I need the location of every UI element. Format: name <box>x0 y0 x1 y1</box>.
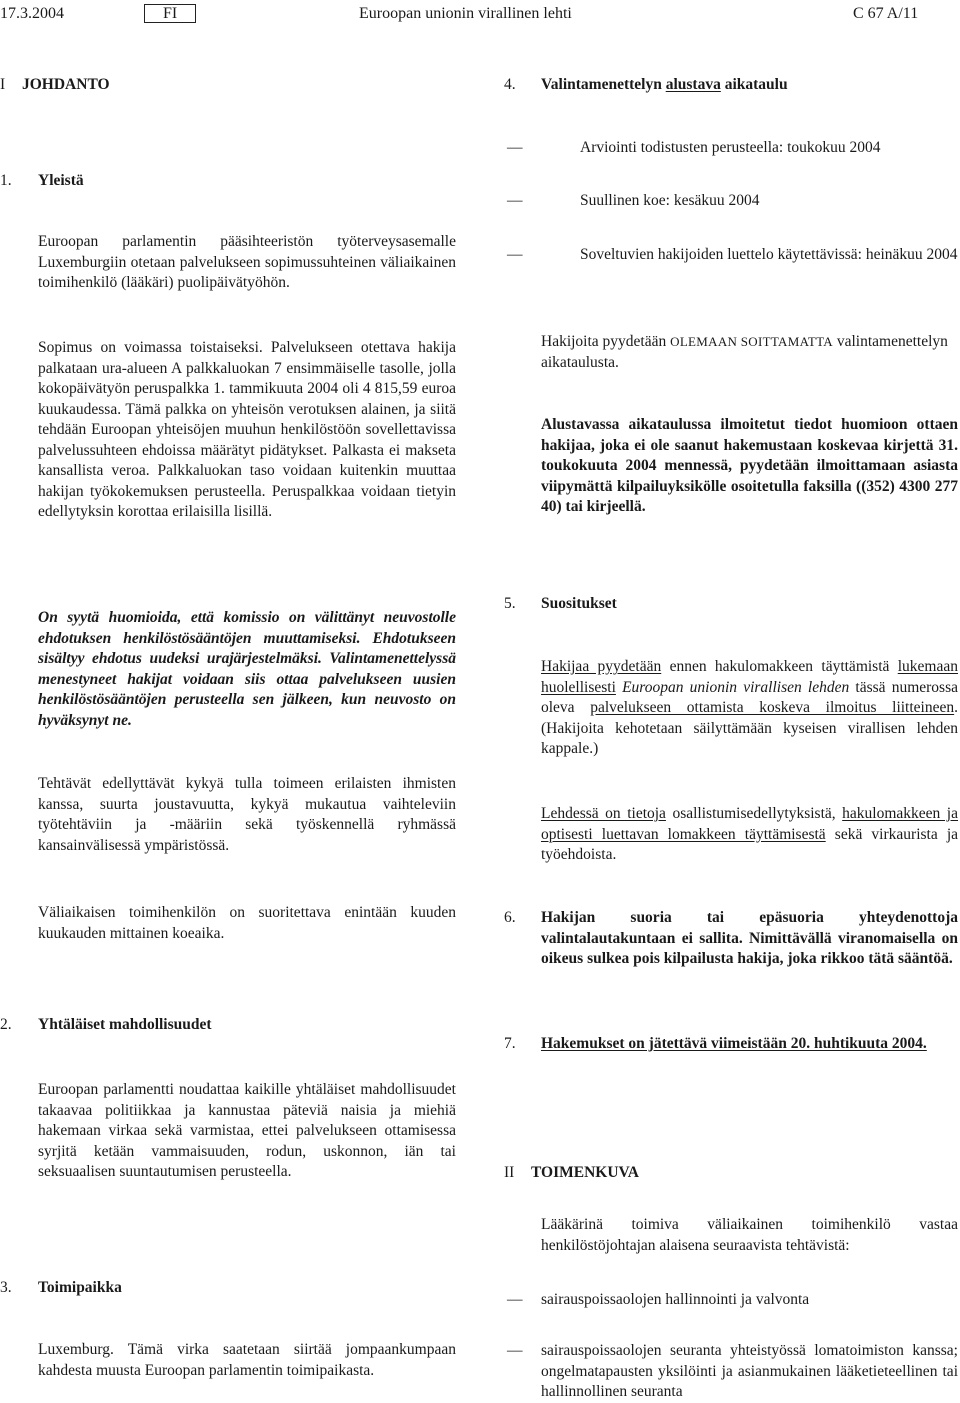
paragraph-probation: Väliaikaisen toimihenkilön on suoritettava enintään kuuden kuukauden mittainen koeaika. <box>38 904 456 942</box>
section-I-title: JOHDANTO <box>22 76 110 93</box>
paragraph-do-not-call <box>541 332 958 373</box>
section-6-number: 6. <box>504 909 516 926</box>
paragraph-general: Euroopan parlamentin pääsihteeristön työterveysasemalle Luxemburgiin otetaan palvelukseen sopimussuhteinen väliaikainen toimihenkilö (lääkäri) puolipäivätyöhön. <box>38 233 456 291</box>
text-part: Hakijoita pyydetään <box>541 333 671 350</box>
section-3-title: Toimipaikka <box>38 1279 122 1296</box>
section-4-title-underlined: alustava <box>665 76 721 93</box>
text-part: . (Hakijoita kehotetaan säilyttämään kyseisen virallisen lehden kappale.) <box>541 699 958 757</box>
section-7-number: 7. <box>504 1035 516 1052</box>
section-3-number: 3. <box>0 1279 12 1296</box>
underlined-text: hakulomakkeen ja optisesti luettavan lomakkeen täyttämisestä <box>541 805 958 843</box>
section-4-number: 4. <box>504 76 516 93</box>
paragraph-schedule-notice: Alustavassa aikataulussa ilmoitetut tiedot huomioon ottaen hakijaa, joka ei ole saanut hakemustaan koskevaa kirjettä 31. toukokuuta 2004 mennessä, pyydetään ilmoittamaan asiasta viipymättä kilpailuyksikölle osoitetulla faksilla ((352) 4300 277 40) tai kirjeellä. <box>541 416 958 515</box>
underlined-text: palvelukseen ottamista koskeva ilmoitus liitteineen <box>590 699 955 716</box>
emphasis-caps: OLEMAAN SOITTAMATTA <box>670 334 833 349</box>
paragraph-job-description: Lääkärinä toimiva väliaikainen toimihenkilö vastaa henkilöstöjohtajan alaisena seuraavista tehtävistä: <box>541 1216 958 1254</box>
paragraph-contract: Sopimus on voimassa toistaiseksi. Palvelukseen otettava hakija palkataan ura-alueen A palkkaluokan 7 ensimmäiselle tasolle, jolla kokopäivätyön peruspalkka 1. tammikuuta 2004 oli 4 815,59 euroa kuukaudessa. Tämä palkka on yhteisön verotuksen alainen, ja siitä tehdään Euroopan yhteisöjen muuhun henkilöstöön sovellettavissa palvelussuhteen ehdoissa määrätyt pidätykset. Palkasta ei makseta kansallista veroa. Palkkaluokan taso voidaan kuitenkin muuttaa hakijan työkokemuksen perusteella. Peruspalkkaa voidaan tietyin edellytyksin korottaa erilaisilla lisillä. <box>38 339 456 520</box>
text-part: valintamenettelyn aikataulusta. <box>541 333 948 371</box>
dash-bullet: — <box>507 246 523 263</box>
section-1-number: 1. <box>0 172 12 189</box>
section-I-number: I <box>0 76 6 93</box>
header-language <box>144 4 196 24</box>
dash-bullet: — <box>507 1291 523 1308</box>
schedule-item-assessment: Arviointi todistusten perusteella: toukokuu 2004 <box>580 139 881 156</box>
text-part: tässä numerossa oleva <box>541 678 959 716</box>
paragraph-equal-opportunities: Euroopan parlamentti noudattaa kaikille yhtäläiset mahdollisuudet takaavaa politiikkaa ja kannustaa päteviä naisia ja miehiä hakemaan virkaa sekä varmistaa, ettei palvelukseen ottamisessa syrjitä ketään vammaisuuden, rodun, uskonnon, iän tai seksuaalisen suuntautumisen perusteella. <box>38 1081 456 1180</box>
underlined-text: lukemaan huolellisesti <box>541 658 958 696</box>
section-1-title: Yleistä <box>38 172 84 189</box>
section-2-title: Yhtäläiset mahdollisuudet <box>38 1016 212 1033</box>
header-reference: C 67 A/11 <box>853 5 919 22</box>
paragraph-application-deadline: Hakemukset on jätettävä viimeistään 20. huhtikuuta 2004. <box>541 1035 927 1052</box>
section-4-title-part: Valintamenettelyn <box>541 76 666 93</box>
duty-item-sick-leave: sairauspoissaolojen hallinnointi ja valvonta <box>541 1291 810 1308</box>
section-2-number: 2. <box>0 1016 12 1033</box>
section-5-number: 5. <box>504 595 516 612</box>
schedule-item-reserve-list: Soveltuvien hakijoiden luettelo käytettävissä: heinäkuu 2004 <box>580 246 958 263</box>
paragraph-note-staff-regulations: On syytä huomioida, että komissio on välittänyt neuvostolle ehdotuksen henkilöstösääntöjen muuttamiseksi. Ehdotukseen sisältyy ehdotus uudeksi urajärjestelmäksi. Valintamenettelyssä menestyneet hakijat voidaan siis ottaa palvelukseen uusien henkilöstösääntöjen perusteella sen jälkeen, kun neuvosto on hyväksynyt ne. <box>38 609 456 729</box>
dash-bullet: — <box>507 192 523 209</box>
paragraph-place-of-employment: Luxemburg. Tämä virka saatetaan siirtää jompaankumpaan kahdesta muusta Euroopan parlamentin toimipaikasta. <box>38 1341 456 1379</box>
paragraph-duties: Tehtävät edellyttävät kykyä tulla toimeen erilaisten ihmisten kanssa, suurta joustavuutta, kykyä mukautua vaihteleviin työtehtäviin ja -määriin sekä työskennellä ryhmässä kansainvälisessä ympäristössä. <box>38 775 456 854</box>
section-4-title-part: aikataulu <box>720 76 788 93</box>
header-journal-title: Euroopan unionin virallinen lehti <box>359 5 572 22</box>
section-5-title: Suositukset <box>541 595 617 612</box>
underlined-text: Lehdessä on tietoja <box>541 805 666 822</box>
journal-name-italic: Euroopan unionin virallisen lehden <box>622 678 850 696</box>
text-part: sekä virkaurista ja työehdoista. <box>541 825 959 863</box>
paragraph-journal-info <box>541 804 958 866</box>
section-II-number: II <box>504 1164 515 1181</box>
paragraph-recommendations <box>541 657 958 760</box>
dash-bullet: — <box>507 139 523 156</box>
dash-bullet: — <box>507 1342 523 1359</box>
text-part: ennen hakulomakkeen täyttämistä <box>661 658 898 675</box>
duty-item-follow-up: sairauspoissaolojen seuranta yhteistyössä lomatoimiston kanssa; ongelmatapausten yksilöinti ja asianmukainen lääketieteellinen tai hallinnollinen seuranta <box>541 1342 958 1400</box>
text-part: osallistumisedellytyksistä, <box>665 805 843 822</box>
section-II-title: TOIMENKUVA <box>531 1164 639 1181</box>
header-date: 17.3.2004 <box>0 5 64 22</box>
schedule-item-oral-test: Suullinen koe: kesäkuu 2004 <box>580 192 760 209</box>
paragraph-no-contact: Hakijan suoria tai epäsuoria yhteydenottoja valintalautakuntaan ei sallita. Nimittävällä viranomaisella on oikeus sulkea pois kilpailusta hakija, joka rikkoo tätä sääntöä. <box>541 909 958 967</box>
underlined-text: Hakijaa pyydetään <box>541 658 662 675</box>
section-4-title <box>541 75 788 96</box>
language-box: FI <box>144 4 196 23</box>
